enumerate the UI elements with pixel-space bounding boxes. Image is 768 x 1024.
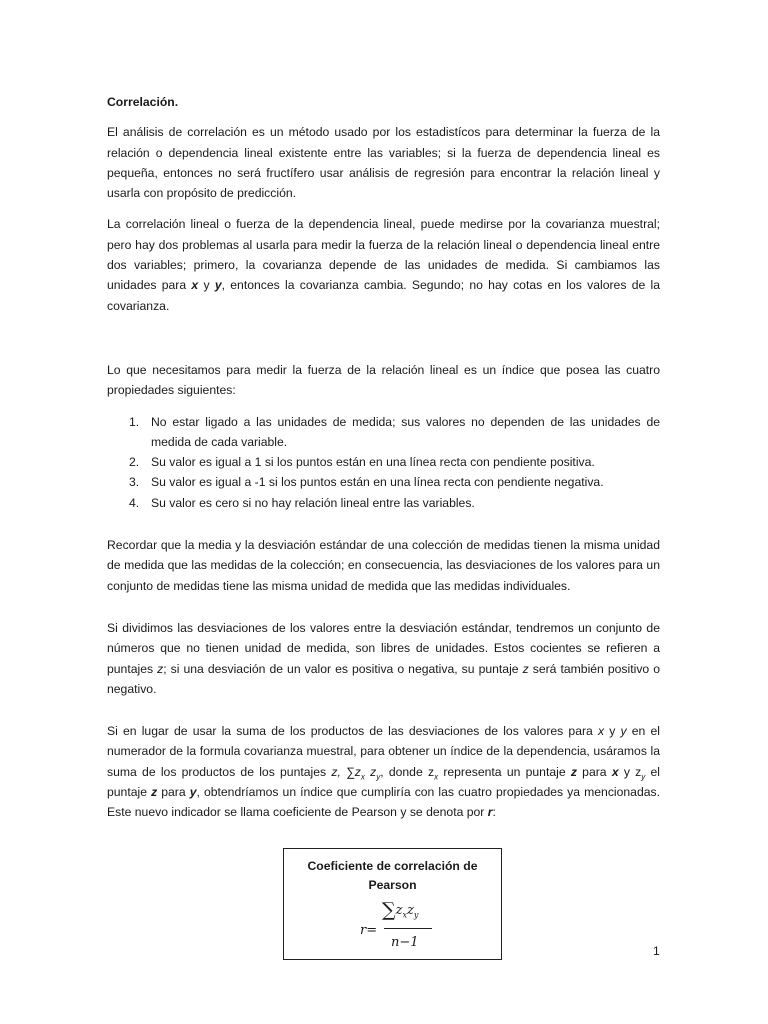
- formula-numerator: [382, 901, 418, 920]
- formula-lhs: r=: [360, 923, 378, 938]
- fraction-bar: [384, 928, 432, 929]
- paragraph-6-text: Si en lugar de usar la suma de los productos de las desviaciones de los valores para: [107, 724, 598, 739]
- variable-y: y: [214, 278, 222, 293]
- numerator-subscript: y: [413, 910, 419, 920]
- paragraph-5-text-b: ; si una desviación de un valor es positiva o negativa, su puntaje: [163, 661, 523, 676]
- pearson-formula-box: [283, 848, 502, 960]
- numerator-subscript: x: [402, 910, 407, 920]
- list-item-number: 3.: [129, 475, 140, 490]
- subscript-y: y: [641, 772, 646, 782]
- variable-z: z: [331, 764, 338, 779]
- paragraph-2-text-b: y: [198, 278, 215, 293]
- list-item-text: Su valor es igual a -1 si los puntos están en una línea recta con pendiente negativa.: [151, 475, 604, 490]
- list-item: [107, 472, 660, 492]
- paragraph-6: [107, 721, 660, 822]
- list-item-number: 1.: [129, 414, 140, 429]
- sigma-symbol: ∑: [382, 899, 396, 921]
- numerator-z: z: [395, 903, 403, 918]
- paragraph-2-text-c: , entonces la covarianza cambia. Segundo; no hay cotas en los valores de la covarianza.: [107, 278, 661, 313]
- subscript-x: x: [360, 772, 365, 782]
- numerator-z: z: [406, 903, 414, 918]
- variable-z: z: [151, 785, 158, 800]
- paragraph-6-text: , donde z: [380, 764, 435, 779]
- page-number: 1: [653, 944, 660, 958]
- variable-z: z: [570, 764, 577, 779]
- paragraph-5-text-a: Si dividimos las desviaciones de los valores entre la desviación estándar, tendremos un conjunto de números que no tienen unidad de medida, son libres de unidades. Estos cocientes se refieren a puntajes: [107, 620, 660, 676]
- paragraph-6-text: para: [157, 785, 190, 800]
- variable-z: z: [522, 661, 529, 676]
- paragraph-6-text: y z: [618, 764, 642, 779]
- variable-r: r: [487, 805, 493, 820]
- paragraph-2-text-a: La correlación lineal o fuerza de la dependencia lineal, puede medirse por la covarianza muestral; pero hay dos problemas al usarla para medir la fuerza de la relación lineal o dependencia lineal entre dos variables; primero, la covarianza depende de las unidades de medida. Si cambiamos las unidades para: [107, 217, 660, 293]
- paragraph-4: Recordar que la media y la desviación estándar de una colección de medidas tienen la misma unidad de medida que las medidas de la colección; en consecuencia, las desviaciones de los valores para un conjunto de medidas tiene las misma unidad de medida que las medidas individuales.: [107, 538, 660, 593]
- formula-denominator: n−1: [391, 935, 419, 950]
- list-item-text: No estar ligado a las unidades de medida; sus valores no dependen de las unidades de medida de cada variable.: [151, 414, 660, 449]
- variable-y: y: [620, 724, 627, 739]
- subscript-x: x: [434, 772, 439, 782]
- variable-z: z: [364, 764, 377, 779]
- list-item: [107, 412, 660, 453]
- document-page: [107, 92, 660, 823]
- variable-z: z: [157, 661, 164, 676]
- variable-x: x: [597, 724, 605, 739]
- paragraph-6-text: para: [576, 764, 612, 779]
- sum-symbol-text: , ∑z: [337, 764, 361, 779]
- paragraph-6-text: en el numerador de la formula covarianza muestral, para obtener un índice de la dependencia, usáramos la suma de los productos de los puntajes: [107, 724, 660, 779]
- variable-x: x: [191, 278, 199, 293]
- paragraph-6-text: representa un puntaje: [438, 764, 571, 779]
- paragraph-5-text-c: será también positivo o negativo.: [107, 661, 661, 696]
- paragraph-6-text: y: [604, 724, 621, 739]
- list-item-number: 2.: [129, 455, 140, 470]
- variable-y: y: [189, 785, 197, 800]
- pearson-formula: [284, 901, 501, 957]
- paragraph-1: El análisis de correlación es un método usado por los estadistícos para determinar la fuerza de la relación o dependencia lineal existente entre las variables; si la fuerza de dependencia lineal es pequeña, entonces no será fructífero usar análisis de regresión para encontrar la relación lineal y usarla con propósito de predicción.: [107, 125, 660, 201]
- paragraph-2: [107, 214, 660, 315]
- list-item: [107, 452, 660, 472]
- paragraph-6-text: el puntaje: [107, 764, 660, 800]
- variable-x: x: [611, 764, 619, 779]
- list-item-text: Su valor es igual a 1 si los puntos están en una línea recta con pendiente positiva.: [151, 455, 595, 470]
- list-item-text: Su valor es cero si no hay relación lineal entre las variables.: [151, 495, 475, 510]
- paragraph-5: [107, 618, 660, 699]
- subscript-y: y: [376, 772, 381, 782]
- list-item: [107, 493, 660, 513]
- paragraph-6-text: , obtendríamos un índice que cumpliría con las cuatro propiedades ya mencionadas. Este nuevo indicador se llama coeficiente de Pearson y se denota por: [107, 785, 660, 820]
- paragraph-3: Lo que necesitamos para medir la fuerza de la relación lineal es un índice que posea las cuatro propiedades siguientes:: [107, 362, 660, 398]
- properties-list: [107, 412, 660, 513]
- list-item-number: 4.: [129, 495, 140, 510]
- paragraph-6-text: :: [492, 805, 496, 820]
- section-title: Correlación.: [107, 95, 179, 109]
- formula-title: Coeficiente de correlación de Pearson: [307, 859, 478, 892]
